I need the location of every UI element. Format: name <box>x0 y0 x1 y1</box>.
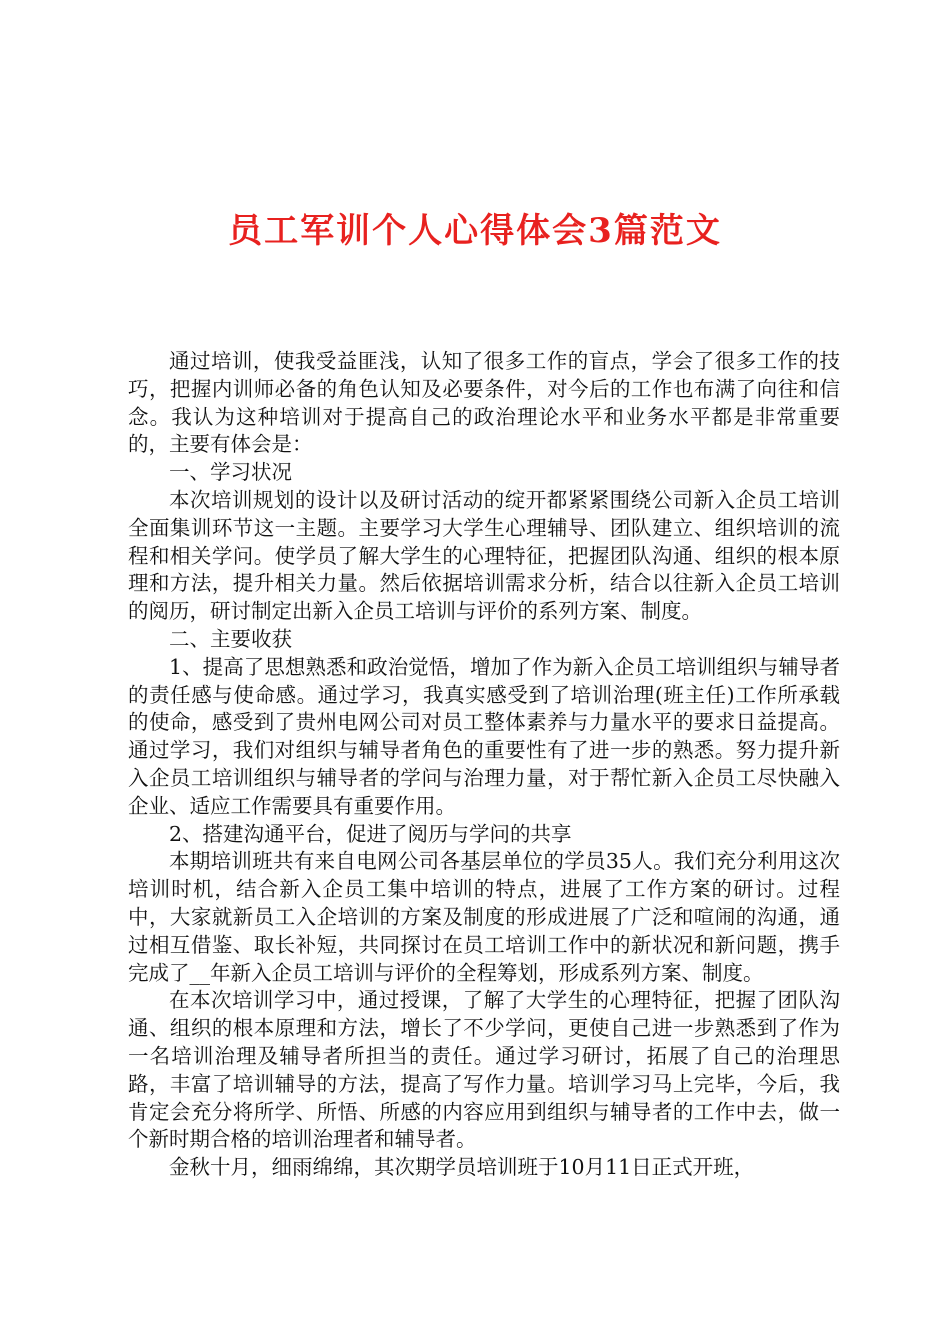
paragraph-gain-2-heading: 2、搭建沟通平台，促进了阅历与学问的共享 <box>169 821 572 846</box>
paragraph-intro: 通过培训，使我受益匪浅，认知了很多工作的盲点，学会了很多工作的技巧，把握内训师必备的角色认知及必要条件，对今后的工作也布满了向往和信念。我认为这种培训对于提高自己的政治理论水平和业务水平都是非常重要的，主要有体会是： <box>128 349 840 457</box>
paragraph-gain-2-body: 本期培训班共有来自电网公司各基层单位的学员35人。我们充分利用这次培训时机，结合新入企员工集中培训的特点，进展了工作方案的研讨。过程中，大家就新员工入企培训的方案及制度的形成进展了广泛和喧闹的沟通，通过相互借鉴、取长补短，共同探讨在员工培训工作中的新状况和新问题，携手完成了__年新入企员工培训与评价的全程筹划，形成系列方案、制度。 <box>128 849 840 985</box>
paragraph-reflection: 在本次培训学习中，通过授课，了解了大学生的心理特征，把握了团队沟通、组织的根本原理和方法，增长了不少学问，更使自己进一步熟悉到了作为一名培训治理及辅导者所担当的责任。通过学习研讨，拓展了自己的治理思路，丰富了培训辅导的方法，提高了写作力量。培训学习马上完毕，今后，我肯定会充分将所学、所悟、所感的内容应用到组织与辅导者的工作中去，做一个新时期合格的培训治理者和辅导者。 <box>128 988 840 1152</box>
document-body <box>128 348 840 1182</box>
paragraph-study-status: 本次培训规划的设计以及研讨活动的绽开都紧紧围绕公司新入企员工培训全面集训环节这一主题。主要学习大学生心理辅导、团队建立、组织培训的流程和相关学问。使学员了解大学生的心理特征，把握团队沟通、组织的根本原理和方法，提升相关力量。然后依据培训需求分析，结合以往新入企员工培训的阅历，研讨制定出新入企员工培训与评价的系列方案、制度。 <box>128 487 840 624</box>
section-heading-main-gains: 二、主要收获 <box>169 626 292 651</box>
paragraph-gain-1: 1、提高了思想熟悉和政治觉悟，增加了作为新入企员工培训组织与辅导者的责任感与使命感。通过学习，我真实感受到了培训治理(班主任)工作所承载的使命，感受到了贵州电网公司对员工整体素养与力量水平的要求日益提高。通过学习，我们对组织与辅导者角色的重要性有了进一步的熟悉。努力提升新入企员工培训组织与辅导者的学问与治理力量，对于帮忙新入企员工尽快融入企业、适应工作需要具有重要作用。 <box>128 654 840 818</box>
document-title: 员工军训个人心得体会3篇范文 <box>228 211 722 251</box>
paragraph-closing: 金秋十月，细雨绵绵，其次期学员培训班于10月11日正式开班， <box>169 1155 755 1180</box>
section-heading-study-status: 一、学习状况 <box>169 460 292 485</box>
